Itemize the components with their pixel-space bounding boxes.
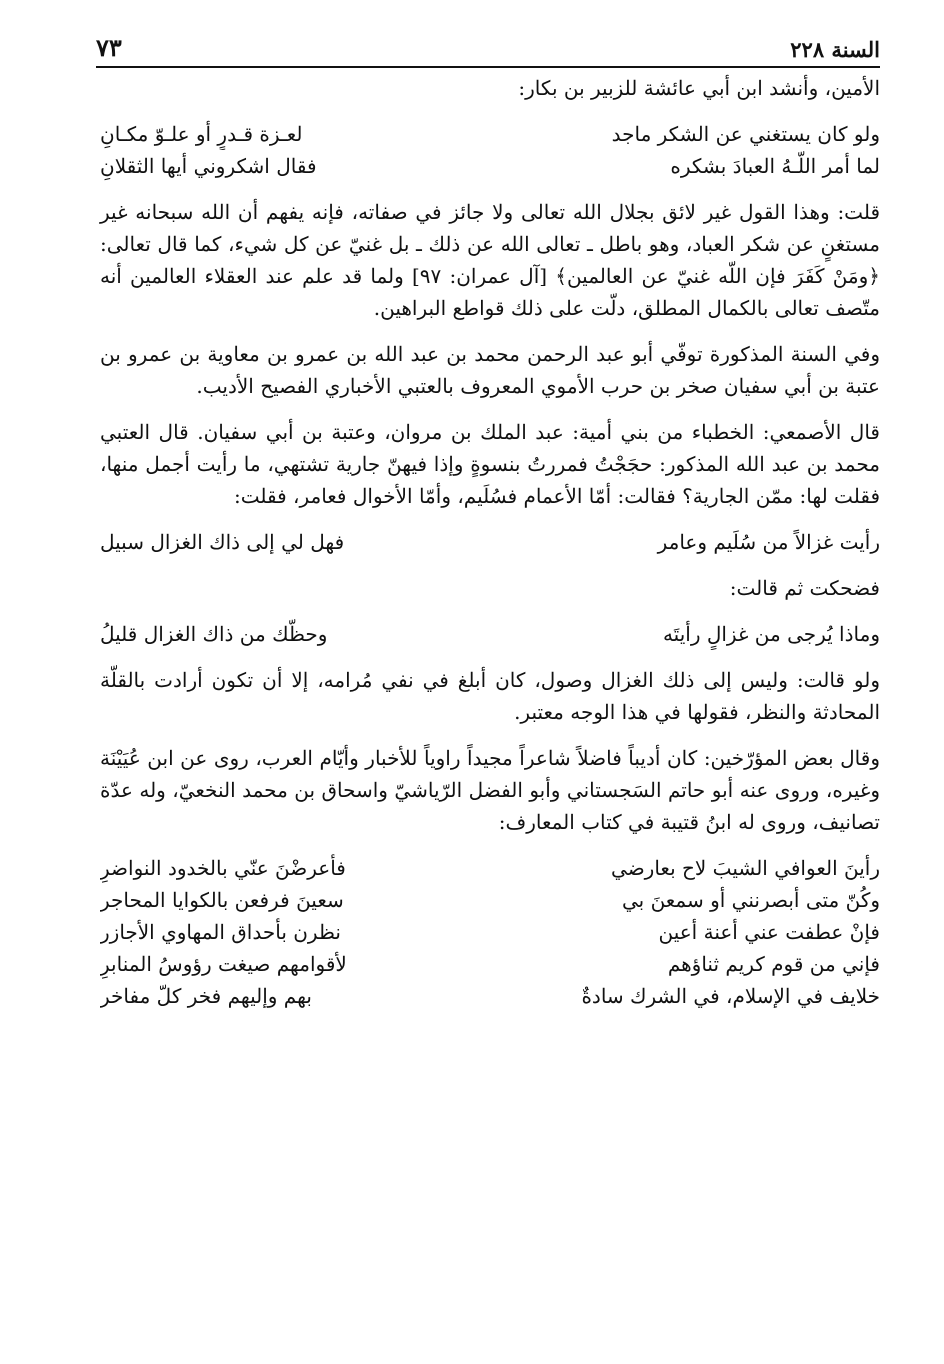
- first-hemistich: ولو كان يستغني عن الشكر ماجد: [611, 122, 880, 146]
- running-title: السنة ٢٢٨: [790, 37, 880, 62]
- second-hemistich: فأعرضْنَ عنّي بالخدود النواضرِ: [100, 856, 346, 880]
- second-hemistich: وحظّك من ذاك الغزال قليلُ: [100, 622, 328, 646]
- second-hemistich: فهل لي إلى ذاك الغزال سبيل: [100, 530, 345, 554]
- block-gap: [100, 558, 880, 572]
- block-gap: [100, 104, 880, 118]
- paragraph: الأمين، وأنشد ابن أبي عائشة للزبير بن بكار:: [518, 76, 880, 100]
- verse-line: [100, 852, 880, 884]
- page-header: [96, 22, 880, 68]
- poem: [100, 118, 880, 182]
- second-hemistich: لأقوامهم صيغت رؤوسُ المنابرِ: [100, 952, 347, 976]
- verse-line: [100, 884, 880, 916]
- paragraph: وقال بعض المؤرّخين: كان أديباً فاضلاً شاعراً مجيداً راوياً للأخبار وأيّام العرب، روى عن ابن عُيَيْنَة وغيره، وروى عنه أبو حاتم السَجستاني وأبو الفضل الرّياشيّ واسحاق بن محمد النخعيّ، وله عدّة تصانيف، وروى له ابنُ قتيبة في كتاب المعارف:: [100, 746, 880, 834]
- first-hemistich: وماذا يُرجى من غزالٍ رأيتَه: [662, 622, 880, 646]
- block-gap: [100, 402, 880, 416]
- block-gap: [100, 728, 880, 742]
- paragraph: ولو قالت: وليس إلى ذلك الغزال وصول، كان أبلغ في نفي مُرامه، إلا أن تكون أرادت بالقلّة المحادثة والنظر، فقولها في هذا الوجه معتبر.: [100, 668, 880, 724]
- first-hemistich: فإنْ عطفت عني أعنة أعين: [658, 920, 880, 944]
- paragraph: قال الأصمعي: الخطباء من بني أمية: عبد الملك بن مروان، وعتبة بن أبي سفيان. قال العتبي محمد بن عبد الله المذكور: حجَجْتُ فمررتُ بنسوةٍ وإذا فيهنّ جارية تشتهي، ما رأيت أجمل منها، فقلت لها: ممّن الجارية؟ فقالت: أمّا الأعمام فسُلَيم، وأمّا الأخوال فعامر، فقلت:: [100, 420, 880, 508]
- first-hemistich: فإني من قوم كريم ثناؤهم: [667, 952, 880, 976]
- page-number: ٧٣: [96, 33, 122, 62]
- verse-line: [100, 916, 880, 948]
- block-gap: [100, 512, 880, 526]
- block-gap: [100, 324, 880, 338]
- poem: [100, 852, 880, 1012]
- verse-line: [100, 118, 880, 150]
- verse-line: [100, 618, 880, 650]
- first-hemistich: لما أمر اللّـهُ العبادَ بشكره: [670, 154, 880, 178]
- paragraph: قلت: وهذا القول غير لائق بجلال الله تعالى ولا جائز في صفاته، فإنه يفهم أن الله سبحانه غير مستغنٍ عن شكر العباد، وهو باطل ـ تعالى الله عن ذلك ـ بل غنيّ عن كل شيء، كما قال تعالى: ﴿ومَنْ كَفَرَ فإن اللّه غنيّ عن العالمين﴾ [آل عمران: ٩٧] ولما قد علم عند العقلاء العالمين أنه متّصف تعالى بالكمال المطلق، دلّت على ذلك قواطع البراهين.: [100, 200, 881, 320]
- block-gap: [100, 604, 880, 618]
- block-gap: [100, 838, 880, 852]
- first-hemistich: وكُنّ متى أبصرنني أو سمعنَ بي: [621, 888, 880, 912]
- second-hemistich: بهم وإليهم فخر كلّ مفاخر: [100, 984, 312, 1008]
- first-hemistich: خلايف في الإسلام، في الشرك سادةٌ: [581, 984, 880, 1008]
- second-hemistich: لعـزة قـدرٍ أو علـوّ مكـانِ: [100, 122, 303, 146]
- block-gap: [100, 182, 880, 196]
- poem: [100, 618, 880, 650]
- second-hemistich: سعينَ فرفعن بالكوايا المحاجر: [100, 888, 344, 912]
- poem: [100, 526, 880, 558]
- page-body: [100, 72, 880, 1012]
- block-gap: [100, 650, 880, 664]
- second-hemistich: فقال اشكروني أيها الثقلانِ: [100, 154, 317, 178]
- verse-line: [100, 526, 880, 558]
- first-hemistich: رأيت غزالاً من سُلَيم وعامر: [657, 530, 880, 554]
- paragraph: فضحكت ثم قالت:: [729, 576, 880, 600]
- second-hemistich: نظرن بأحداق المهاوي الأجازر: [100, 920, 341, 944]
- paragraph: وفي السنة المذكورة توفّي أبو عبد الرحمن محمد بن عبد الله بن عمرو بن معاوية بن عمرو بن عتبة بن أبي سفيان صخر بن حرب الأموي المعروف بالعتبي الأخباري الفصيح الأديب.: [100, 342, 880, 398]
- first-hemistich: رأينَ العوافي الشيبَ لاح بعارضي: [611, 856, 880, 880]
- verse-line: [100, 150, 880, 182]
- verse-line: [100, 948, 880, 980]
- verse-line: [100, 980, 880, 1012]
